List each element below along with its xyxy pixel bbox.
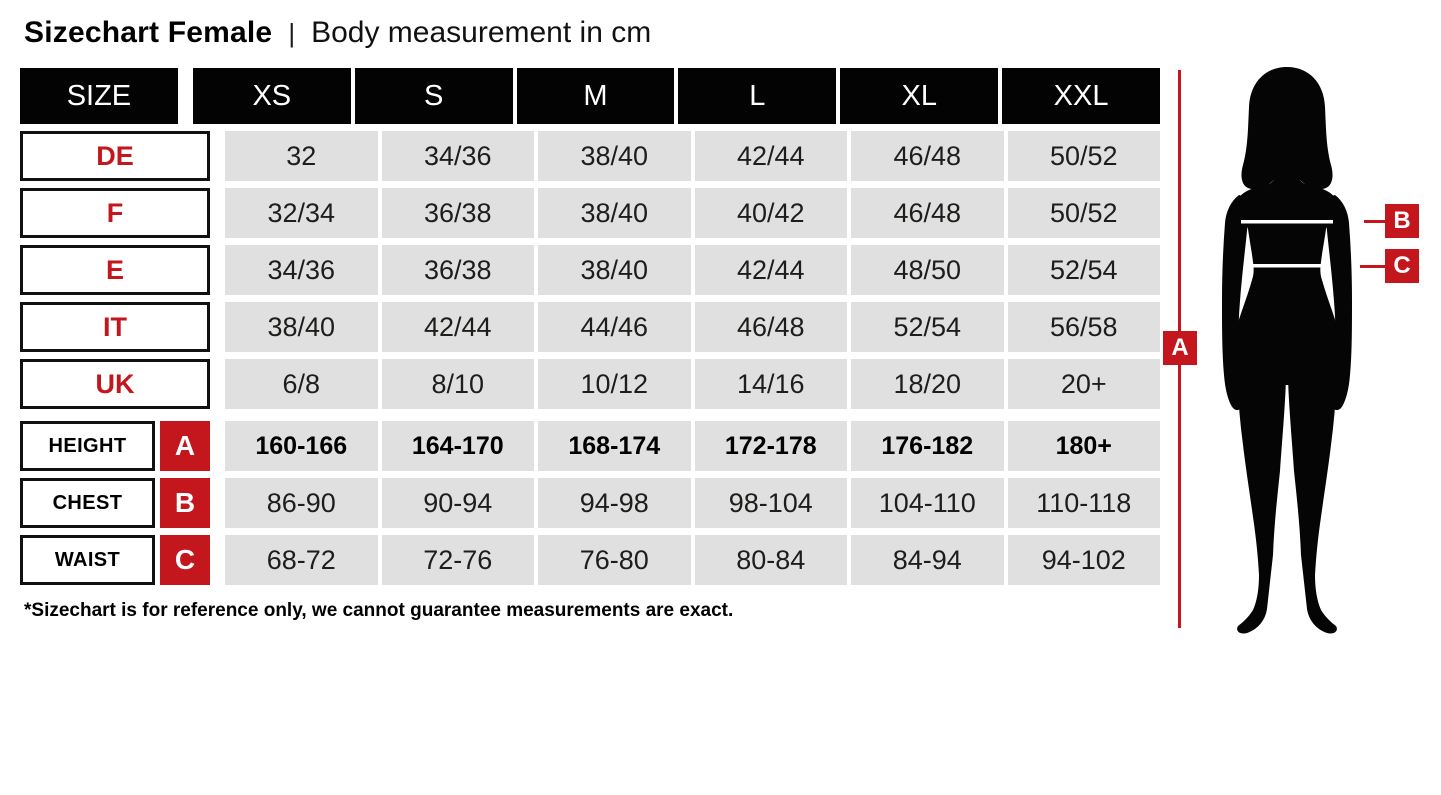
size-value-cell: 34/36 (382, 131, 535, 181)
title-subtitle: Body measurement in cm (311, 16, 652, 49)
measurement-value-cell: 72-76 (382, 535, 535, 585)
waist-line (1248, 264, 1326, 268)
size-region-label: IT (20, 302, 210, 352)
size-value-cell: 38/40 (538, 188, 691, 238)
measurement-label: HEIGHT (20, 421, 155, 471)
measurement-value-cell: 84-94 (851, 535, 1004, 585)
size-value-cell: 44/46 (538, 302, 691, 352)
chest-line (1241, 220, 1333, 224)
measurement-value-cell: 94-98 (538, 478, 691, 528)
size-value-cell: 38/40 (538, 131, 691, 181)
size-value-cell: 50/52 (1008, 131, 1161, 181)
measurement-value-cell: 98-104 (695, 478, 848, 528)
size-value-cell: 46/48 (851, 188, 1004, 238)
measurement-marker-badge: A (160, 421, 210, 471)
measurement-value-cell: 76-80 (538, 535, 691, 585)
header-cell-size: SIZE (20, 68, 178, 124)
size-value-cell: 40/42 (695, 188, 848, 238)
size-value-cell: 14/16 (695, 359, 848, 409)
size-value-cell: 36/38 (382, 188, 535, 238)
size-region-label: DE (20, 131, 210, 181)
waist-marker-badge: C (1385, 249, 1419, 283)
size-region-label: E (20, 245, 210, 295)
silhouette-left-leg (1237, 355, 1286, 634)
size-value-cell: 46/48 (695, 302, 848, 352)
size-region-label: UK (20, 359, 210, 409)
footnote: *Sizechart is for reference only, we cannot guarantee measurements are exact. (24, 600, 734, 621)
size-value-cell: 46/48 (851, 131, 1004, 181)
measurement-rows-section (20, 421, 1160, 585)
header-cell: L (678, 68, 836, 124)
measurement-label-group (20, 478, 210, 528)
size-value-cell: 6/8 (225, 359, 378, 409)
measurement-label: WAIST (20, 535, 155, 585)
height-marker-badge: A (1163, 331, 1197, 365)
header-cell: M (517, 68, 675, 124)
size-value-cell: 18/20 (851, 359, 1004, 409)
chest-pointer-line (1364, 220, 1385, 223)
header-cell: XL (840, 68, 998, 124)
table-header-row (20, 68, 1160, 124)
measurement-value-cell: 160-166 (225, 421, 378, 471)
measurement-label: CHEST (20, 478, 155, 528)
size-value-cell: 38/40 (538, 245, 691, 295)
measurement-row (20, 535, 1160, 585)
size-row (20, 245, 1160, 295)
size-value-cell: 52/54 (1008, 245, 1161, 295)
size-value-cell: 42/44 (695, 131, 848, 181)
waist-pointer-line (1360, 265, 1385, 268)
size-row (20, 302, 1160, 352)
size-value-cell: 34/36 (225, 245, 378, 295)
size-value-cell: 42/44 (695, 245, 848, 295)
size-value-cell: 42/44 (382, 302, 535, 352)
size-row (20, 188, 1160, 238)
size-value-cell: 38/40 (225, 302, 378, 352)
size-value-cell: 32/34 (225, 188, 378, 238)
size-table (20, 68, 1160, 592)
chest-marker-badge: B (1385, 204, 1419, 238)
measurement-value-cell: 176-182 (851, 421, 1004, 471)
size-row (20, 131, 1160, 181)
size-value-cell: 32 (225, 131, 378, 181)
female-silhouette (1195, 65, 1380, 635)
size-region-label: F (20, 188, 210, 238)
title-separator: | (288, 18, 296, 48)
measurement-marker-badge: C (160, 535, 210, 585)
measurement-value-cell: 104-110 (851, 478, 1004, 528)
header-cell: XS (193, 68, 351, 124)
measurement-row (20, 421, 1160, 471)
size-value-cell: 36/38 (382, 245, 535, 295)
size-value-cell: 10/12 (538, 359, 691, 409)
measurement-label-group (20, 535, 210, 585)
title-main: Sizechart Female (24, 16, 273, 49)
header-cell: XXL (1002, 68, 1160, 124)
measurement-marker-badge: B (160, 478, 210, 528)
page-title (24, 16, 651, 50)
measurement-value-cell: 68-72 (225, 535, 378, 585)
measurement-row (20, 478, 1160, 528)
header-cell: S (355, 68, 513, 124)
measurement-value-cell: 168-174 (538, 421, 691, 471)
measurement-label-group (20, 421, 210, 471)
size-value-cell: 56/58 (1008, 302, 1161, 352)
size-row (20, 359, 1160, 409)
size-value-cell: 48/50 (851, 245, 1004, 295)
size-value-cell: 52/54 (851, 302, 1004, 352)
size-value-cell: 8/10 (382, 359, 535, 409)
measurement-value-cell: 164-170 (382, 421, 535, 471)
measurement-value-cell: 180+ (1008, 421, 1161, 471)
size-value-cell: 50/52 (1008, 188, 1161, 238)
size-rows-section (20, 131, 1160, 409)
measurement-value-cell: 172-178 (695, 421, 848, 471)
silhouette-right-leg (1288, 355, 1337, 634)
measurement-value-cell: 90-94 (382, 478, 535, 528)
measurement-value-cell: 80-84 (695, 535, 848, 585)
silhouette-torso (1233, 163, 1341, 385)
size-value-cell: 20+ (1008, 359, 1161, 409)
measurement-value-cell: 86-90 (225, 478, 378, 528)
measurement-value-cell: 94-102 (1008, 535, 1161, 585)
measurement-value-cell: 110-118 (1008, 478, 1161, 528)
